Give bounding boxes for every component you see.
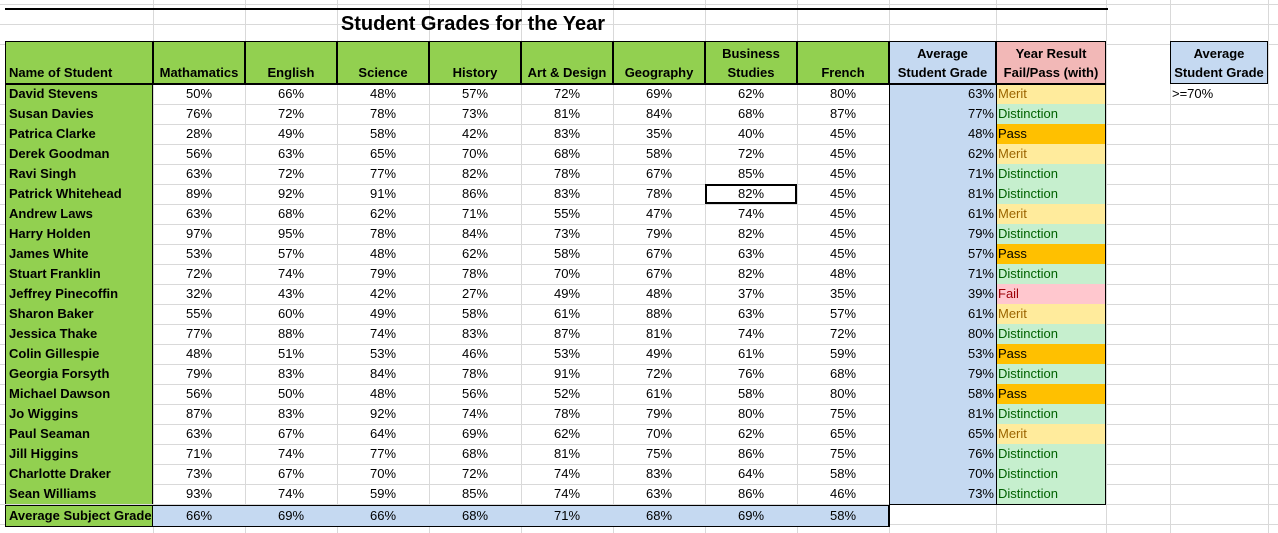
grade-cell[interactable]: 78% bbox=[553, 406, 581, 421]
grade-cell[interactable]: 42% bbox=[461, 126, 489, 141]
grade-cell[interactable]: 65% bbox=[829, 426, 857, 441]
year-result-cell[interactable]: Distinction bbox=[996, 224, 1106, 244]
grade-cell[interactable]: 83% bbox=[553, 186, 581, 201]
grade-cell[interactable]: 79% bbox=[185, 366, 213, 381]
grade-cell[interactable]: 58% bbox=[645, 146, 673, 161]
grade-cell[interactable]: 93% bbox=[185, 486, 213, 501]
average-grade-cell[interactable]: 71% bbox=[889, 264, 996, 284]
grade-cell[interactable]: 63% bbox=[737, 306, 765, 321]
student-name[interactable]: Jeffrey Pinecoffin bbox=[5, 284, 153, 304]
grade-cell[interactable]: 82% bbox=[737, 266, 765, 281]
student-name[interactable]: Derek Goodman bbox=[5, 144, 153, 164]
grade-cell[interactable]: 87% bbox=[829, 106, 857, 121]
average-subject-grade-cell[interactable]: 66% bbox=[337, 505, 429, 527]
grade-cell[interactable]: 91% bbox=[553, 366, 581, 381]
grade-cell[interactable]: 48% bbox=[369, 86, 397, 101]
grade-cell[interactable]: 61% bbox=[737, 346, 765, 361]
grade-cell[interactable]: 76% bbox=[737, 366, 765, 381]
grade-cell[interactable]: 76% bbox=[185, 106, 213, 121]
grade-cell[interactable]: 67% bbox=[645, 266, 673, 281]
grade-cell[interactable]: 45% bbox=[829, 146, 857, 161]
grade-cell[interactable]: 69% bbox=[645, 86, 673, 101]
average-grade-cell[interactable]: 76% bbox=[889, 444, 996, 464]
grade-cell[interactable]: 63% bbox=[277, 146, 305, 161]
average-grade-cell[interactable]: 65% bbox=[889, 424, 996, 444]
grade-cell[interactable]: 74% bbox=[553, 486, 581, 501]
grade-cell[interactable]: 67% bbox=[277, 466, 305, 481]
grade-cell[interactable]: 82% bbox=[461, 166, 489, 181]
grade-cell[interactable]: 45% bbox=[829, 246, 857, 261]
grade-cell[interactable]: 48% bbox=[369, 246, 397, 261]
header-average-student-grade[interactable]: Average Student Grade bbox=[889, 41, 996, 84]
grade-cell[interactable]: 60% bbox=[277, 306, 305, 321]
grade-cell[interactable]: 57% bbox=[277, 246, 305, 261]
grade-cell[interactable]: 68% bbox=[461, 446, 489, 461]
grade-cell[interactable]: 62% bbox=[553, 426, 581, 441]
header-name-of-student[interactable]: Name of Student bbox=[5, 41, 153, 84]
average-grade-cell[interactable]: 77% bbox=[889, 104, 996, 124]
average-grade-cell[interactable]: 48% bbox=[889, 124, 996, 144]
average-grade-cell[interactable]: 70% bbox=[889, 464, 996, 484]
grade-cell[interactable]: 66% bbox=[277, 86, 305, 101]
grade-cell[interactable]: 62% bbox=[737, 86, 765, 101]
average-subject-grade-label[interactable]: Average Subject Grade bbox=[5, 505, 153, 527]
grade-cell[interactable]: 95% bbox=[277, 226, 305, 241]
year-result-cell[interactable]: Distinction bbox=[996, 184, 1106, 204]
grade-cell[interactable]: 87% bbox=[553, 326, 581, 341]
year-result-cell[interactable]: Distinction bbox=[996, 164, 1106, 184]
grade-cell[interactable]: 69% bbox=[461, 426, 489, 441]
grade-cell[interactable]: 45% bbox=[829, 226, 857, 241]
grade-cell[interactable]: 84% bbox=[461, 226, 489, 241]
average-grade-cell[interactable]: 58% bbox=[889, 384, 996, 404]
student-name[interactable]: Sean Williams bbox=[5, 484, 153, 504]
grade-cell[interactable]: 84% bbox=[645, 106, 673, 121]
year-result-cell[interactable]: Pass bbox=[996, 344, 1106, 364]
student-name[interactable]: Charlotte Draker bbox=[5, 464, 153, 484]
grade-cell[interactable]: 72% bbox=[277, 106, 305, 121]
grade-cell[interactable]: 70% bbox=[461, 146, 489, 161]
student-name[interactable]: Michael Dawson bbox=[5, 384, 153, 404]
table-right-border bbox=[1105, 41, 1106, 504]
grade-cell[interactable]: 81% bbox=[553, 106, 581, 121]
grade-cell[interactable]: 45% bbox=[829, 206, 857, 221]
grade-cell[interactable]: 63% bbox=[737, 246, 765, 261]
footer-border bbox=[888, 505, 890, 527]
grade-cell[interactable]: 74% bbox=[737, 206, 765, 221]
student-name[interactable]: Susan Davies bbox=[5, 104, 153, 124]
grade-cell[interactable]: 59% bbox=[369, 486, 397, 501]
year-result-cell[interactable]: Merit bbox=[996, 204, 1106, 224]
grade-cell[interactable]: 74% bbox=[461, 406, 489, 421]
year-result-cell[interactable]: Pass bbox=[996, 124, 1106, 144]
grade-cell[interactable]: 79% bbox=[645, 406, 673, 421]
grade-cell[interactable]: 40% bbox=[737, 126, 765, 141]
student-name[interactable]: Patrick Whitehead bbox=[5, 184, 153, 204]
average-subject-grade-cell[interactable]: 71% bbox=[521, 505, 613, 527]
student-name[interactable]: Patrica Clarke bbox=[5, 124, 153, 144]
grade-cell[interactable]: 48% bbox=[829, 266, 857, 281]
grade-cell[interactable]: 86% bbox=[737, 446, 765, 461]
grade-cell[interactable]: 49% bbox=[645, 346, 673, 361]
header-subject[interactable]: History bbox=[429, 41, 521, 84]
grade-cell[interactable]: 56% bbox=[461, 386, 489, 401]
average-subject-grade-cell[interactable]: 58% bbox=[797, 505, 889, 527]
average-grade-cell[interactable]: 71% bbox=[889, 164, 996, 184]
grade-cell[interactable]: 77% bbox=[369, 446, 397, 461]
grade-cell[interactable]: 59% bbox=[829, 346, 857, 361]
table-bottom-border bbox=[889, 504, 1106, 505]
grade-cell[interactable]: 77% bbox=[369, 166, 397, 181]
grade-cell[interactable]: 58% bbox=[369, 126, 397, 141]
year-result-cell[interactable]: Merit bbox=[996, 144, 1106, 164]
average-grade-cell[interactable]: 73% bbox=[889, 484, 996, 504]
grade-cell[interactable]: 48% bbox=[369, 386, 397, 401]
grade-cell[interactable]: 75% bbox=[829, 446, 857, 461]
grade-cell[interactable]: 58% bbox=[461, 306, 489, 321]
grade-cell[interactable]: 62% bbox=[737, 426, 765, 441]
grade-cell[interactable]: 72% bbox=[277, 166, 305, 181]
grade-cell[interactable]: 81% bbox=[645, 326, 673, 341]
grade-cell[interactable]: 50% bbox=[185, 86, 213, 101]
grade-cell[interactable]: 86% bbox=[461, 186, 489, 201]
year-result-cell[interactable]: Merit bbox=[996, 84, 1106, 104]
grade-cell[interactable]: 50% bbox=[277, 386, 305, 401]
year-result-cell[interactable]: Distinction bbox=[996, 404, 1106, 424]
header-subject[interactable]: Business Studies bbox=[705, 41, 797, 84]
student-name[interactable]: Georgia Forsyth bbox=[5, 364, 153, 384]
grade-cell[interactable]: 58% bbox=[829, 466, 857, 481]
average-subject-grade-cell[interactable]: 68% bbox=[613, 505, 705, 527]
year-result-cell[interactable]: Merit bbox=[996, 304, 1106, 324]
grade-cell[interactable]: 74% bbox=[553, 466, 581, 481]
grade-cell[interactable]: 52% bbox=[553, 386, 581, 401]
grade-cell[interactable]: 47% bbox=[645, 206, 673, 221]
year-result-cell[interactable]: Pass bbox=[996, 244, 1106, 264]
grade-cell[interactable]: 46% bbox=[829, 486, 857, 501]
grade-cell[interactable]: 62% bbox=[461, 246, 489, 261]
average-grade-cell[interactable]: 79% bbox=[889, 224, 996, 244]
grade-cell[interactable]: 77% bbox=[185, 326, 213, 341]
grade-cell[interactable]: 72% bbox=[553, 86, 581, 101]
header-subject[interactable]: French bbox=[797, 41, 889, 84]
grade-cell[interactable]: 72% bbox=[829, 326, 857, 341]
grade-cell[interactable]: 70% bbox=[369, 466, 397, 481]
average-grade-cell[interactable]: 61% bbox=[889, 204, 996, 224]
grade-cell[interactable]: 64% bbox=[369, 426, 397, 441]
grade-cell[interactable]: 49% bbox=[277, 126, 305, 141]
year-result-cell[interactable]: Fail bbox=[996, 284, 1106, 304]
grade-cell[interactable]: 45% bbox=[829, 166, 857, 181]
grade-cell[interactable]: 72% bbox=[645, 366, 673, 381]
grade-cell[interactable]: 74% bbox=[369, 326, 397, 341]
average-grade-cell[interactable]: 81% bbox=[889, 184, 996, 204]
average-grade-cell[interactable]: 57% bbox=[889, 244, 996, 264]
student-name[interactable]: James White bbox=[5, 244, 153, 264]
grade-cell[interactable]: 79% bbox=[369, 266, 397, 281]
grade-cell[interactable]: 82% bbox=[705, 184, 797, 204]
grade-cell[interactable]: 83% bbox=[277, 406, 305, 421]
grade-cell[interactable]: 48% bbox=[185, 346, 213, 361]
grade-cell[interactable]: 53% bbox=[185, 246, 213, 261]
grade-cell[interactable]: 28% bbox=[185, 126, 213, 141]
grade-cell[interactable]: 68% bbox=[737, 106, 765, 121]
grade-cell[interactable]: 67% bbox=[645, 166, 673, 181]
year-result-cell[interactable]: Distinction bbox=[996, 264, 1106, 284]
gridline bbox=[1106, 0, 1107, 533]
grade-cell[interactable]: 85% bbox=[461, 486, 489, 501]
grade-cell[interactable]: 84% bbox=[369, 366, 397, 381]
grade-cell[interactable]: 63% bbox=[185, 166, 213, 181]
average-grade-cell[interactable]: 79% bbox=[889, 364, 996, 384]
grade-cell[interactable]: 74% bbox=[277, 446, 305, 461]
grade-cell[interactable]: 91% bbox=[369, 186, 397, 201]
student-name[interactable]: Ravi Singh bbox=[5, 164, 153, 184]
grade-cell[interactable]: 78% bbox=[369, 226, 397, 241]
grade-cell[interactable]: 89% bbox=[185, 186, 213, 201]
grade-cell[interactable]: 70% bbox=[645, 426, 673, 441]
grade-cell[interactable]: 78% bbox=[461, 266, 489, 281]
grade-cell[interactable]: 88% bbox=[645, 306, 673, 321]
grade-cell[interactable]: 58% bbox=[553, 246, 581, 261]
grade-cell[interactable]: 64% bbox=[737, 466, 765, 481]
grade-cell[interactable]: 78% bbox=[461, 366, 489, 381]
gridline bbox=[1268, 0, 1269, 533]
grade-cell[interactable]: 80% bbox=[829, 86, 857, 101]
grade-cell[interactable]: 82% bbox=[737, 226, 765, 241]
grade-cell[interactable]: 53% bbox=[553, 346, 581, 361]
grade-cell[interactable]: 63% bbox=[645, 486, 673, 501]
year-result-cell[interactable]: Distinction bbox=[996, 104, 1106, 124]
gridline bbox=[0, 4, 1278, 5]
title-border bbox=[5, 8, 1108, 10]
grade-cell[interactable]: 45% bbox=[829, 186, 857, 201]
grade-cell[interactable]: 74% bbox=[277, 266, 305, 281]
table-divider bbox=[889, 84, 890, 504]
grade-cell[interactable]: 74% bbox=[737, 326, 765, 341]
sheet-title: Student Grades for the Year bbox=[340, 13, 606, 35]
grade-cell[interactable]: 43% bbox=[277, 286, 305, 301]
grade-cell[interactable]: 61% bbox=[645, 386, 673, 401]
grade-cell[interactable]: 92% bbox=[277, 186, 305, 201]
side-threshold-value[interactable]: >=70% bbox=[1172, 86, 1214, 101]
grade-cell[interactable]: 58% bbox=[737, 386, 765, 401]
grade-cell[interactable]: 68% bbox=[829, 366, 857, 381]
header-subject[interactable]: English bbox=[245, 41, 337, 84]
year-result-cell[interactable]: Pass bbox=[996, 384, 1106, 404]
grade-cell[interactable]: 73% bbox=[461, 106, 489, 121]
grade-cell[interactable]: 83% bbox=[553, 126, 581, 141]
grade-cell[interactable]: 78% bbox=[553, 166, 581, 181]
average-grade-cell[interactable]: 62% bbox=[889, 144, 996, 164]
student-name[interactable]: David Stevens bbox=[5, 84, 153, 104]
student-name[interactable]: Harry Holden bbox=[5, 224, 153, 244]
header-subject[interactable]: Mathamatics bbox=[153, 41, 245, 84]
student-name[interactable]: Colin Gillespie bbox=[5, 344, 153, 364]
grade-cell[interactable]: 67% bbox=[645, 246, 673, 261]
grade-cell[interactable]: 92% bbox=[369, 406, 397, 421]
average-grade-cell[interactable]: 61% bbox=[889, 304, 996, 324]
year-result-cell[interactable]: Distinction bbox=[996, 464, 1106, 484]
year-result-cell[interactable]: Distinction bbox=[996, 484, 1106, 504]
average-grade-cell[interactable]: 39% bbox=[889, 284, 996, 304]
student-name[interactable]: Jill Higgins bbox=[5, 444, 153, 464]
student-name[interactable]: Andrew Laws bbox=[5, 204, 153, 224]
grade-cell[interactable]: 42% bbox=[369, 286, 397, 301]
grade-cell[interactable]: 71% bbox=[185, 446, 213, 461]
grade-cell[interactable]: 75% bbox=[829, 406, 857, 421]
average-grade-cell[interactable]: 53% bbox=[889, 344, 996, 364]
average-grade-cell[interactable]: 63% bbox=[889, 84, 996, 104]
grade-cell[interactable]: 79% bbox=[645, 226, 673, 241]
grade-cell[interactable]: 35% bbox=[829, 286, 857, 301]
year-result-cell[interactable]: Distinction bbox=[996, 444, 1106, 464]
grade-cell[interactable]: 80% bbox=[829, 386, 857, 401]
grade-cell[interactable]: 51% bbox=[277, 346, 305, 361]
year-result-cell[interactable]: Distinction bbox=[996, 364, 1106, 384]
grade-cell[interactable]: 63% bbox=[185, 206, 213, 221]
grade-cell[interactable]: 68% bbox=[553, 146, 581, 161]
grade-cell[interactable]: 81% bbox=[553, 446, 581, 461]
grade-cell[interactable]: 72% bbox=[461, 466, 489, 481]
average-subject-grade-cell[interactable]: 66% bbox=[153, 505, 245, 527]
student-name[interactable]: Paul Seaman bbox=[5, 424, 153, 444]
grade-cell[interactable]: 55% bbox=[185, 306, 213, 321]
grade-cell[interactable]: 65% bbox=[369, 146, 397, 161]
student-name[interactable]: Sharon Baker bbox=[5, 304, 153, 324]
grade-cell[interactable]: 72% bbox=[737, 146, 765, 161]
grade-cell[interactable]: 88% bbox=[277, 326, 305, 341]
grade-cell[interactable]: 56% bbox=[185, 386, 213, 401]
grade-cell[interactable]: 78% bbox=[645, 186, 673, 201]
grade-cell[interactable]: 67% bbox=[277, 426, 305, 441]
average-subject-grade-cell[interactable]: 69% bbox=[705, 505, 797, 527]
table-divider bbox=[996, 84, 997, 504]
header-subject[interactable]: Science bbox=[337, 41, 429, 84]
grade-cell[interactable]: 75% bbox=[645, 446, 673, 461]
grade-cell[interactable]: 73% bbox=[553, 226, 581, 241]
grade-cell[interactable]: 83% bbox=[461, 326, 489, 341]
grade-cell[interactable]: 61% bbox=[553, 306, 581, 321]
grade-cell[interactable]: 49% bbox=[369, 306, 397, 321]
average-grade-cell[interactable]: 81% bbox=[889, 404, 996, 424]
header-subject[interactable]: Art & Design bbox=[521, 41, 613, 84]
student-name[interactable]: Jo Wiggins bbox=[5, 404, 153, 424]
grade-cell[interactable]: 87% bbox=[185, 406, 213, 421]
average-grade-cell[interactable]: 80% bbox=[889, 324, 996, 344]
student-name[interactable]: Jessica Thake bbox=[5, 324, 153, 344]
grade-cell[interactable]: 49% bbox=[553, 286, 581, 301]
header-subject[interactable]: Geography bbox=[613, 41, 705, 84]
header-year-result[interactable]: Year Result Fail/Pass (with) bbox=[996, 41, 1106, 84]
grade-cell[interactable]: 53% bbox=[369, 346, 397, 361]
grade-cell[interactable]: 46% bbox=[461, 346, 489, 361]
grade-cell[interactable]: 62% bbox=[369, 206, 397, 221]
grade-cell[interactable]: 71% bbox=[461, 206, 489, 221]
grade-cell[interactable]: 37% bbox=[737, 286, 765, 301]
grade-cell[interactable]: 57% bbox=[829, 306, 857, 321]
grade-cell[interactable]: 73% bbox=[185, 466, 213, 481]
grade-cell[interactable]: 74% bbox=[277, 486, 305, 501]
grade-cell[interactable]: 35% bbox=[645, 126, 673, 141]
grade-cell[interactable]: 72% bbox=[185, 266, 213, 281]
side-average-header[interactable]: Average Student Grade bbox=[1170, 41, 1268, 84]
year-result-cell[interactable]: Distinction bbox=[996, 324, 1106, 344]
grade-cell[interactable]: 83% bbox=[645, 466, 673, 481]
grade-cell[interactable]: 68% bbox=[277, 206, 305, 221]
grade-cell[interactable]: 97% bbox=[185, 226, 213, 241]
grade-cell[interactable]: 85% bbox=[737, 166, 765, 181]
year-result-cell[interactable]: Merit bbox=[996, 424, 1106, 444]
grade-cell[interactable]: 27% bbox=[461, 286, 489, 301]
grade-cell[interactable]: 48% bbox=[645, 286, 673, 301]
grade-cell[interactable]: 80% bbox=[737, 406, 765, 421]
grade-cell[interactable]: 56% bbox=[185, 146, 213, 161]
grade-cell[interactable]: 45% bbox=[829, 126, 857, 141]
average-subject-grade-cell[interactable]: 69% bbox=[245, 505, 337, 527]
grade-cell[interactable]: 63% bbox=[185, 426, 213, 441]
grade-cell[interactable]: 78% bbox=[369, 106, 397, 121]
grade-cell[interactable]: 86% bbox=[737, 486, 765, 501]
average-subject-grade-cell[interactable]: 68% bbox=[429, 505, 521, 527]
grade-cell[interactable]: 83% bbox=[277, 366, 305, 381]
grade-cell[interactable]: 70% bbox=[553, 266, 581, 281]
student-name[interactable]: Stuart Franklin bbox=[5, 264, 153, 284]
grade-cell[interactable]: 57% bbox=[461, 86, 489, 101]
table-header-border bbox=[5, 84, 1106, 85]
grade-cell[interactable]: 32% bbox=[185, 286, 213, 301]
grade-cell[interactable]: 55% bbox=[553, 206, 581, 221]
